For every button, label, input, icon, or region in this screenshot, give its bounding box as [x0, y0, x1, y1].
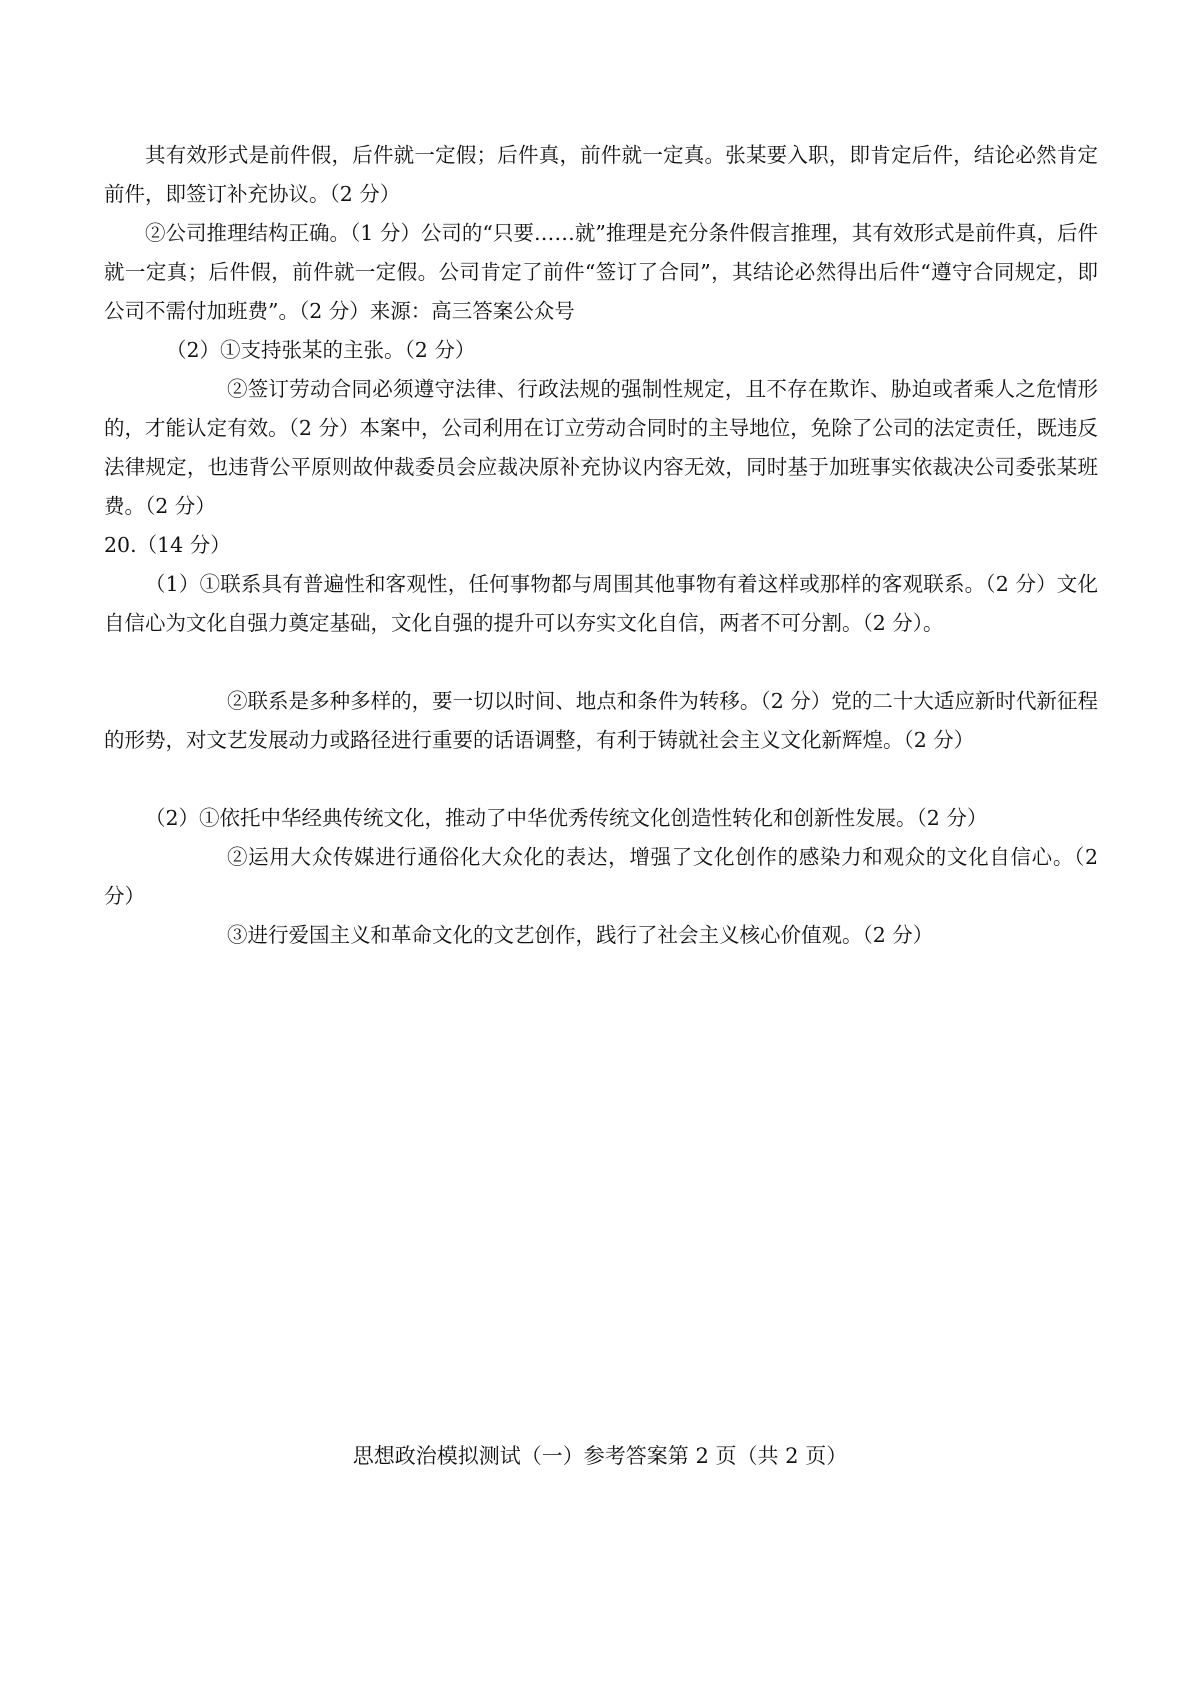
answer-paragraph-2: ②公司推理结构正确。（1 分）公司的“只要……就”推理是充分条件假言推理，其有效形式是前件真，后件就一定真；后件假，前件就一定假。公司肯定了前件“签订了合同”，其结论必然得出后件“遵守合同规定，即公司不需付加班费”。（2 分）来源：高三答案公众号: [104, 221, 1098, 323]
answer-paragraph-4: ②签订劳动合同必须遵守法律、行政法规的强制性规定，且不存在欺诈、胁迫或者乘人之危情形的，才能认定有效。（2 分）本案中，公司利用在订立劳动合同时的主导地位，免除了公司的法定责任，既违反法律规定，也违背公平原则故仲裁委员会应裁决原补充协议内容无效，同时基于加班事实依裁决公司委张某班费。（2 分）: [104, 377, 1098, 518]
page-footer: 思想政治模拟测试（一）参考答案第 2 页（共 2 页）: [352, 1444, 848, 1468]
answer-paragraph-9: ③进行爱国主义和革命文化的文艺创作，践行了社会主义核心价值观。（2 分）: [227, 923, 934, 947]
answer-paragraph-3: （2）①支持张某的主张。（2 分）: [166, 338, 476, 362]
question-number-20: 20.（14 分）: [104, 533, 231, 557]
answer-paragraph-5: （1）①联系具有普遍性和客观性，任何事物都与周围其他事物有着这样或那样的客观联系。（2 分）文化自信心为文化自强力奠定基础，文化自强的提升可以夯实文化自信，两者不可分割。（2 分）。: [104, 572, 1098, 635]
answer-paragraph-8: ②运用大众传媒进行通俗化大众化的表达，增强了文化创作的感染力和观众的文化自信心。（2 分）: [104, 845, 1098, 908]
answer-paragraph-7: （2）①依托中华经典传统文化，推动了中华优秀传统文化创造性转化和创新性发展。（2 分）: [145, 806, 988, 830]
answer-paragraph-6: ②联系是多种多样的，要一切以时间、地点和条件为转移。（2 分）党的二十大适应新时代新征程的形势，对文艺发展动力或路径进行重要的话语调整，有利于铸就社会主义文化新辉煌。（2 分）: [104, 689, 1098, 752]
answer-paragraph-1: 其有效形式是前件假，后件就一定假；后件真，前件就一定真。张某要入职，即肯定后件，结论必然肯定前件，即签订补充协议。（2 分）: [104, 143, 1098, 206]
